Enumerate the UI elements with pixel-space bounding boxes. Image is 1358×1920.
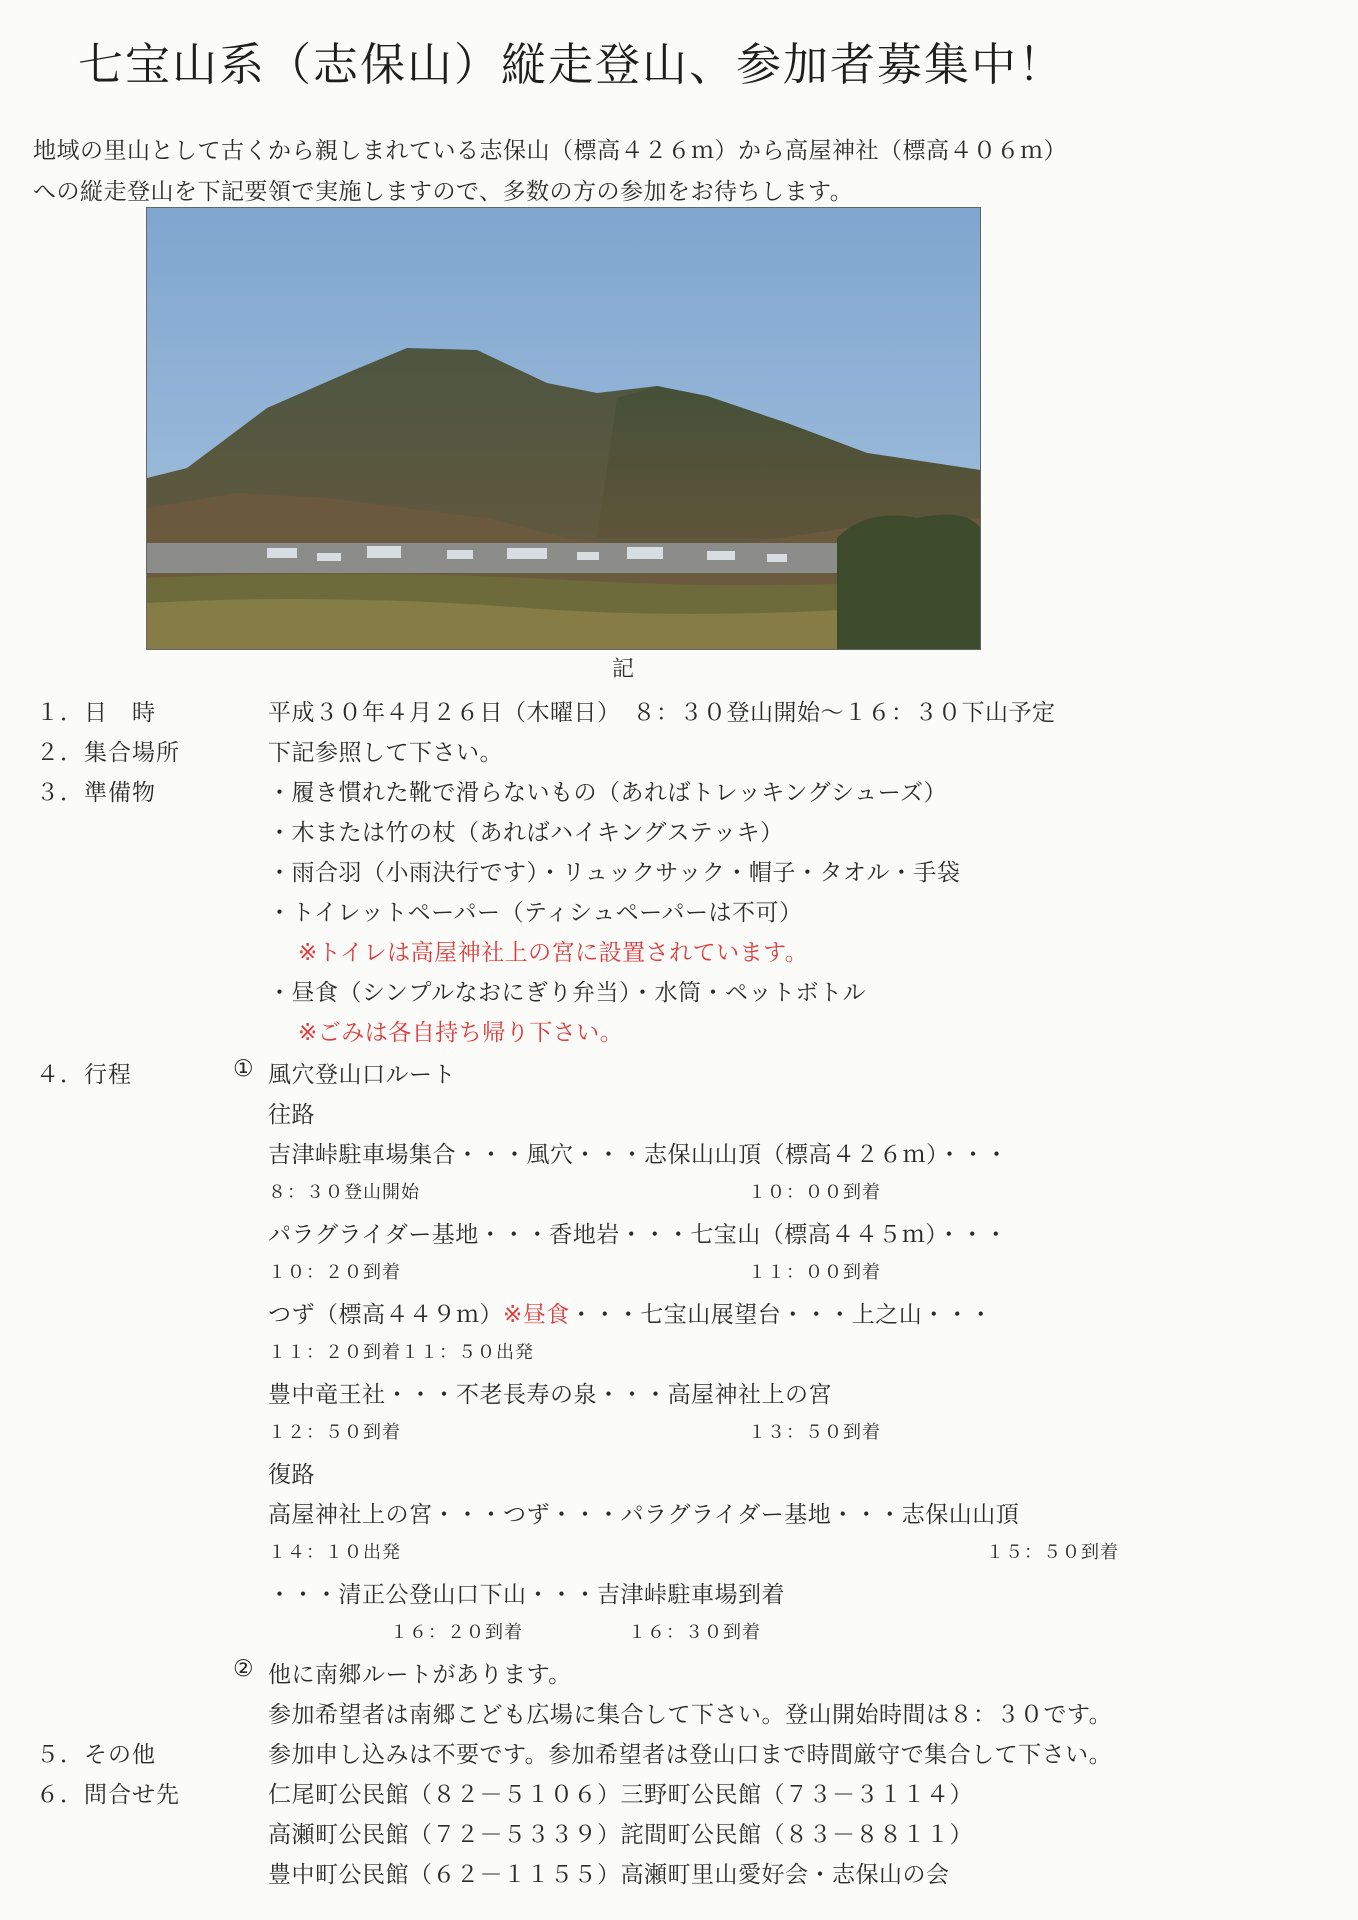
time-label: １３：５０到着 xyxy=(748,1422,881,1443)
prep-item: ・雨合羽（小雨決行です）・リュックサック・帽子・タオル・手袋 xyxy=(268,860,961,886)
time-label: １６：３０到着 xyxy=(628,1622,761,1643)
note-toilet: ※トイレは高屋神社上の宮に設置されています。 xyxy=(298,940,809,966)
contact-line: 仁尾町公民館（８２－５１０６）三野町公民館（７３－３１１４） xyxy=(268,1782,973,1808)
outbound-heading: 往路 xyxy=(268,1102,315,1128)
route-2-note: 参加希望者は南郷こども広場に集合して下さい。登山開始時間は８：３０です。 xyxy=(268,1702,1113,1728)
outbound-line-lunch xyxy=(268,1296,993,1329)
label-meeting: ２．集合場所 xyxy=(36,740,180,766)
outbound-line: 吉津峠駐車場集合・・・風穴・・・志保山山頂（標高４２６ｍ）・・・ xyxy=(268,1142,1009,1168)
contact-line: 豊中町公民館（６２－１１５５）高瀬町里山愛好会・志保山の会 xyxy=(268,1862,950,1888)
label-itinerary: ４．行程 xyxy=(36,1062,132,1088)
time-label: １１：２０到着１１：５０出発 xyxy=(268,1342,534,1363)
time-label: １０：００到着 xyxy=(748,1182,881,1203)
page-title: 七宝山系（志保山）縦走登山、参加者募集中！ xyxy=(78,38,1066,91)
value-other: 参加申し込みは不要です。参加希望者は登山口まで時間厳守で集合して下さい。 xyxy=(268,1742,1113,1768)
outbound-line: パラグライダー基地・・・香地岩・・・七宝山（標高４４５ｍ）・・・ xyxy=(268,1222,1008,1248)
label-prep: ３．準備物 xyxy=(36,780,156,806)
time-label: １１：００到着 xyxy=(748,1262,881,1283)
contact-line: 高瀬町公民館（７２－５３３９）詫間町公民館（８３－８８１１） xyxy=(268,1822,973,1848)
prep-item: ・履き慣れた靴で滑らないもの（あればトレッキングシューズ） xyxy=(268,780,947,806)
intro-line-1: 地域の里山として古くから親しまれている志保山（標高４２６ｍ）から高屋神社（標高４０６ｍ） xyxy=(33,138,1067,164)
outbound-line: 豊中竜王社・・・不老長寿の泉・・・高屋神社上の宮 xyxy=(268,1382,832,1408)
line-text: ・・・七宝山展望台・・・上之山・・・ xyxy=(569,1302,993,1328)
time-label: ８：３０登山開始 xyxy=(268,1182,420,1203)
route-2-number: ② xyxy=(233,1656,254,1682)
note-trash: ※ごみは各自持ち帰り下さい。 xyxy=(298,1020,624,1046)
value-datetime: 平成３０年４月２６日（木曜日） ８：３０登山開始～１６：３０下山予定 xyxy=(268,700,1056,726)
ki-heading: 記 xyxy=(612,657,635,682)
line-text: つず（標高４４９ｍ） xyxy=(268,1302,503,1328)
label-datetime: １．日 時 xyxy=(36,700,156,726)
time-label: １４：１０出発 xyxy=(268,1542,401,1563)
prep-item-lunch: ・昼食（シンプルなおにぎり弁当）・水筒・ペットボトル xyxy=(268,980,867,1006)
time-label: １２：５０到着 xyxy=(268,1422,401,1443)
return-line: 高屋神社上の宮・・・つず・・・パラグライダー基地・・・志保山山頂 xyxy=(268,1502,1020,1528)
value-meeting: 下記参照して下さい。 xyxy=(268,740,503,766)
lunch-note: ※昼食 xyxy=(503,1302,570,1328)
prep-item: ・木または竹の杖（あればハイキングステッキ） xyxy=(268,820,784,846)
mountain-photo xyxy=(146,207,981,650)
label-contact: ６．問合せ先 xyxy=(36,1782,180,1808)
route-1-title: 風穴登山口ルート xyxy=(268,1062,456,1088)
return-line: ・・・清正公登山口下山・・・吉津峠駐車場到着 xyxy=(268,1582,785,1608)
intro-line-2: への縦走登山を下記要領で実施しますので、多数の方の参加をお待ちします。 xyxy=(33,179,854,205)
return-heading: 復路 xyxy=(268,1462,315,1488)
time-label: １５：５０到着 xyxy=(986,1542,1119,1563)
route-1-number: ① xyxy=(233,1056,254,1082)
prep-item: ・トイレットペーパー（ティシュペーパーは不可） xyxy=(268,900,803,926)
route-2-title: 他に南郷ルートがあります。 xyxy=(268,1662,572,1688)
label-other: ５．その他 xyxy=(36,1742,156,1768)
time-label: １０：２０到着 xyxy=(268,1262,401,1283)
time-label: １６：２０到着 xyxy=(390,1622,523,1643)
